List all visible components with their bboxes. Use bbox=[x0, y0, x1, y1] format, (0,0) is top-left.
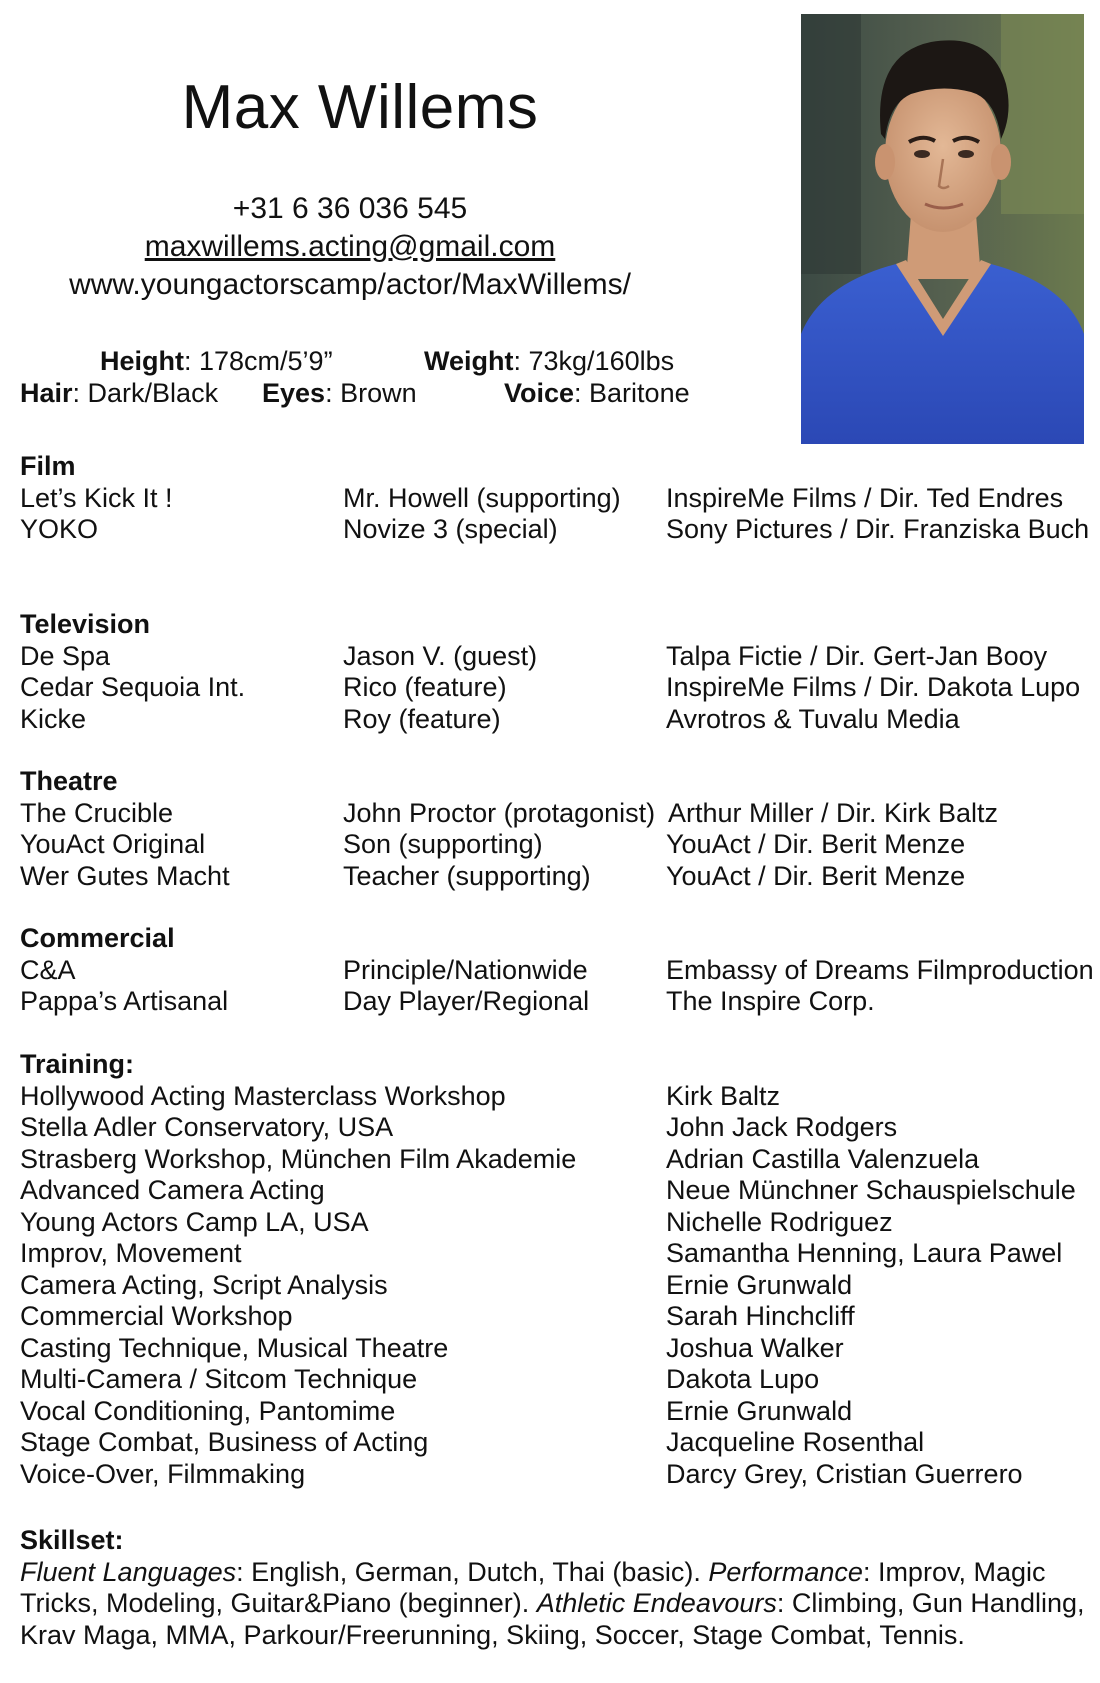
phone-number: +31 6 36 036 545 bbox=[232, 192, 468, 225]
training-teacher: Sarah Hinchcliff bbox=[666, 1301, 855, 1331]
film-role: Mr. Howell (supporting) bbox=[343, 482, 621, 513]
commercial-role: Principle/Nationwide bbox=[343, 954, 588, 985]
tv-company: Talpa Fictie / Dir. Gert-Jan Booy bbox=[666, 640, 1048, 671]
television-row bbox=[20, 672, 1090, 704]
training-row bbox=[20, 1459, 1090, 1491]
eyes-value: : Brown bbox=[325, 378, 417, 408]
commercial-company: The Inspire Corp. bbox=[666, 986, 875, 1016]
weight-label: Weight bbox=[424, 346, 514, 376]
training-row bbox=[20, 1207, 1090, 1239]
hair-value: : Dark/Black bbox=[72, 378, 219, 408]
theatre-heading: Theatre bbox=[20, 766, 118, 796]
theatre-company: YouAct / Dir. Berit Menze bbox=[666, 860, 966, 891]
theatre-role: John Proctor (protagonist) bbox=[343, 797, 656, 828]
training-course: Stage Combat, Business of Acting bbox=[20, 1427, 429, 1457]
training-course: Commercial Workshop bbox=[20, 1301, 293, 1331]
tv-project: Cedar Sequoia Int. bbox=[20, 672, 246, 702]
contact-block bbox=[0, 190, 700, 304]
film-row bbox=[20, 514, 1090, 546]
training-course: Hollywood Acting Masterclass Workshop bbox=[20, 1080, 506, 1111]
voice-value: : Baritone bbox=[574, 378, 690, 408]
television-heading: Television bbox=[20, 609, 151, 639]
film-company: InspireMe Films / Dir. Ted Endres bbox=[666, 482, 1064, 513]
training-teacher: Jacqueline Rosenthal bbox=[666, 1427, 925, 1457]
film-section bbox=[20, 451, 1090, 546]
training-row bbox=[20, 1238, 1090, 1270]
training-course: Improv, Movement bbox=[20, 1238, 242, 1268]
training-course: Camera Acting, Script Analysis bbox=[20, 1269, 388, 1300]
training-row bbox=[20, 1427, 1090, 1459]
theatre-company: Arthur Miller / Dir. Kirk Baltz bbox=[668, 797, 999, 828]
stat-hair bbox=[20, 378, 218, 409]
skillset-text bbox=[20, 1557, 1085, 1652]
film-row bbox=[20, 483, 1090, 515]
training-course: Vocal Conditioning, Pantomime bbox=[20, 1395, 396, 1426]
performance-text: : Improv, Magic Tricks, Modeling, Guitar&Piano (beginner). bbox=[20, 1556, 1046, 1618]
training-course: Casting Technique, Musical Theatre bbox=[20, 1332, 449, 1363]
theatre-section bbox=[20, 766, 1090, 892]
training-row bbox=[20, 1175, 1090, 1207]
eyes-label: Eyes bbox=[262, 378, 326, 408]
headshot-photo bbox=[801, 14, 1084, 444]
voice-label: Voice bbox=[504, 378, 575, 408]
training-teacher: Neue Münchner Schauspielschule bbox=[666, 1175, 1076, 1205]
training-course: Strasberg Workshop, München Film Akademie bbox=[20, 1143, 577, 1174]
stat-eyes bbox=[262, 378, 417, 409]
training-teacher: Nichelle Rodriguez bbox=[666, 1206, 893, 1237]
commercial-row bbox=[20, 954, 1094, 987]
weight-value: : 73kg/160lbs bbox=[513, 346, 675, 376]
tv-company: InspireMe Films / Dir. Dakota Lupo bbox=[666, 672, 1081, 702]
film-heading: Film bbox=[20, 451, 76, 481]
performance-label: Performance bbox=[708, 1556, 863, 1587]
languages-label: Fluent Languages bbox=[20, 1556, 237, 1587]
stat-height bbox=[100, 346, 333, 377]
skillset-heading: Skillset: bbox=[20, 1525, 124, 1555]
training-course: Voice-Over, Filmmaking bbox=[20, 1458, 306, 1489]
training-row bbox=[20, 1333, 1090, 1365]
actor-name: Max Willems bbox=[181, 73, 539, 142]
training-teacher: Dakota Lupo bbox=[666, 1364, 820, 1394]
film-project: Let’s Kick It ! bbox=[20, 482, 173, 513]
commercial-company: Embassy of Dreams Filmproduction bbox=[666, 954, 1094, 985]
training-row bbox=[20, 1301, 1090, 1333]
training-course: Advanced Camera Acting bbox=[20, 1175, 325, 1205]
skillset-section bbox=[20, 1525, 1090, 1651]
tv-company: Avrotros & Tuvalu Media bbox=[666, 703, 960, 734]
training-heading: Training: bbox=[20, 1049, 134, 1079]
training-teacher: Samantha Henning, Laura Pawel bbox=[666, 1238, 1063, 1268]
training-teacher: Ernie Grunwald bbox=[666, 1395, 853, 1426]
training-teacher: Adrian Castilla Valenzuela bbox=[666, 1143, 980, 1174]
theatre-row bbox=[20, 861, 1090, 893]
athletic-label: Athletic Endeavours bbox=[536, 1588, 777, 1618]
theatre-row bbox=[20, 798, 1090, 830]
television-row bbox=[20, 641, 1090, 673]
television-section bbox=[20, 609, 1090, 735]
training-course: Multi-Camera / Sitcom Technique bbox=[20, 1364, 418, 1394]
languages-text: : English, German, Dutch, Thai (basic). bbox=[236, 1556, 709, 1587]
training-teacher: Ernie Grunwald bbox=[666, 1269, 853, 1300]
film-project: YOKO bbox=[20, 514, 99, 544]
theatre-project: Wer Gutes Macht bbox=[20, 860, 230, 891]
theatre-company: YouAct / Dir. Berit Menze bbox=[666, 829, 966, 859]
training-teacher: Darcy Grey, Cristian Guerrero bbox=[666, 1458, 1023, 1489]
stat-weight bbox=[424, 346, 674, 377]
training-row bbox=[20, 1112, 1090, 1144]
theatre-row bbox=[20, 829, 1090, 861]
tv-project: De Spa bbox=[20, 640, 111, 671]
training-teacher: Kirk Baltz bbox=[666, 1080, 781, 1111]
training-course: Stella Adler Conservatory, USA bbox=[20, 1112, 394, 1142]
email-link[interactable]: maxwillems.acting@gmail.com bbox=[144, 230, 556, 263]
commercial-project: C&A bbox=[20, 954, 76, 985]
training-row bbox=[20, 1144, 1090, 1176]
theatre-role: Son (supporting) bbox=[343, 829, 543, 859]
theatre-project: The Crucible bbox=[20, 797, 174, 828]
film-company: Sony Pictures / Dir. Franziska Buch bbox=[666, 514, 1090, 544]
commercial-section bbox=[20, 923, 1094, 1018]
commercial-heading: Commercial bbox=[20, 923, 175, 953]
website-url: www.youngactorscamp/actor/MaxWillems/ bbox=[69, 268, 631, 301]
training-section bbox=[20, 1049, 1090, 1490]
training-row bbox=[20, 1270, 1090, 1302]
height-label: Height bbox=[100, 346, 184, 376]
commercial-role: Day Player/Regional bbox=[343, 986, 590, 1016]
training-teacher: John Jack Rodgers bbox=[666, 1112, 898, 1142]
tv-role: Rico (feature) bbox=[343, 672, 507, 702]
training-row bbox=[20, 1081, 1090, 1113]
commercial-project: Pappa’s Artisanal bbox=[20, 986, 229, 1016]
tv-project: Kicke bbox=[20, 703, 87, 734]
athletic-text: : Climbing, Gun Handling, Krav Maga, MMA, Parkour/Freerunning, Skiing, Soccer, Stage Combat, Tennis. bbox=[20, 1588, 1085, 1650]
hair-label: Hair bbox=[20, 378, 73, 408]
film-role: Novize 3 (special) bbox=[343, 514, 558, 544]
theatre-role: Teacher (supporting) bbox=[343, 860, 591, 891]
training-row bbox=[20, 1364, 1090, 1396]
tv-role: Roy (feature) bbox=[343, 703, 501, 734]
commercial-row bbox=[20, 986, 1090, 1018]
tv-role: Jason V. (guest) bbox=[343, 640, 538, 671]
stat-voice bbox=[504, 378, 690, 409]
training-course: Young Actors Camp LA, USA bbox=[20, 1206, 369, 1237]
theatre-project: YouAct Original bbox=[20, 829, 206, 859]
height-value: : 178cm/5’9” bbox=[184, 346, 333, 376]
training-teacher: Joshua Walker bbox=[666, 1332, 844, 1363]
television-row bbox=[20, 704, 1090, 736]
training-row bbox=[20, 1396, 1090, 1428]
